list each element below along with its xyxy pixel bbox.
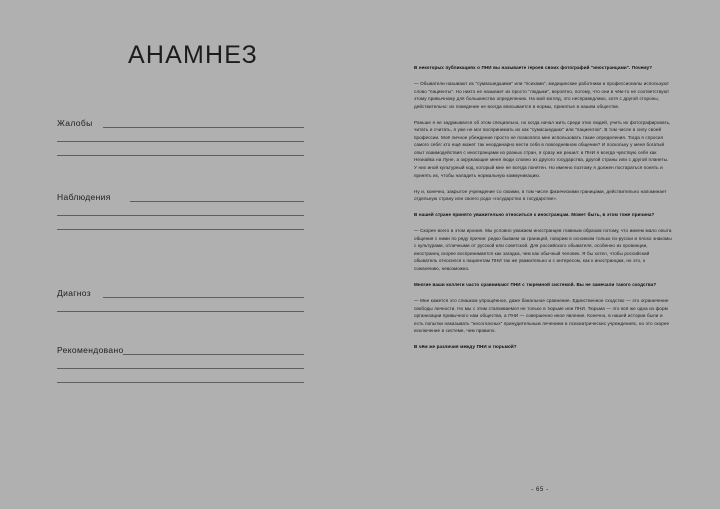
page-title: АНАМНЕЗ: [128, 41, 258, 69]
interview-answer: Раньше я не задумывался об этом специально, но когда начал жить среди этих людей, учить их фотографировать, читать и считать, я уже не мог воспринимать их как "сумасшедших" или "пациентов". В том числе в силу своей профессии. Моё личное убеждение просто не позволяло мне использовать такие определения. Тогда я спросил самого себя: кто ещё может так неординарно вести себя в повседневном общении? И поскольку у меня богатый опыт взаимодействия с иностранцами из разных стран, я сразу же решил: в ПНИ я всегда чувствую себя как Незнайка на Луне, а окружающие меня люди словно из другого государства, другой страны или с другой планеты. У них иной культурный код, который мне не всегда понятен. Но именно поэтому я должен постараться понять и принять их, чтобы наладить нормальную коммуникацию.: [414, 119, 671, 178]
writing-line[interactable]: [57, 215, 304, 216]
interview-text: [414, 64, 672, 359]
writing-line[interactable]: [57, 382, 304, 383]
interview-answer: — Обыватели называют их "сумасшедшими" или "психами", медицинские работники и профессионалы используют слово "пациенты". Но никто не называет их просто "людьми", вероятно, потому, что они в чём-то не соответствуют этому привычному для большинства определению. На мой взгляд, это несправедливо, хотя с другой стороны, действительно: их поведение не всегда вписывается в нормы, принятые в нашем обществе.: [414, 81, 670, 109]
writing-line[interactable]: [130, 201, 304, 202]
writing-line[interactable]: [57, 155, 304, 156]
interview-question: Многие ваши коллеги часто сравнивают ПНИ с тюремной системой. Вы не замечали такого сходства?: [414, 282, 657, 288]
interview-answer: — Мне кажется это слишком упрощённое, даже банальное сравнение. Единственное сходство — это ограничение свободы личности. Но мы с этим сталкиваемся не только в тюрьме или ПНИ. Тюрьма — это всё же одна из форм организации привычного нам общества, а ПНИ — совершенно иное явление. Конечно, в нашей истории были и есть попытки наказывать "несогласных" принудительным лечением в психиатрических учреждениях, но это скорее исключение в системе, чем правило.: [414, 298, 670, 334]
interview-question: В чём же различия между ПНИ и тюрьмой?: [414, 344, 517, 350]
form-label-diagnosis: Диагноз: [57, 288, 92, 298]
form-label-recommendations: Рекомендовано: [57, 345, 124, 355]
writing-line[interactable]: [57, 368, 304, 369]
writing-lines-complaints: [57, 118, 304, 169]
right-page-interview: [360, 0, 720, 509]
interview-question: В некоторых публикациях о ПНИ вы называете героев своих фотографий "иностранцами". Почему?: [414, 65, 653, 70]
form-label-complaints: Жалобы: [57, 118, 93, 128]
form-label-observations: Наблюдения: [57, 192, 111, 202]
writing-lines-recommendations: [57, 345, 304, 396]
writing-lines-observations: [57, 192, 304, 243]
interview-answer: Ну и, конечно, закрытое учреждение со своими, в том числе физическими границами, действительно напоминает отдельную страну или своего рода «государство в государстве».: [414, 188, 667, 202]
page-number: - 65 -: [531, 487, 549, 493]
writing-line[interactable]: [57, 311, 304, 312]
writing-line[interactable]: [103, 127, 304, 128]
writing-line[interactable]: [57, 141, 304, 142]
writing-line[interactable]: [123, 354, 304, 355]
interview-answer: — Скорее всего в этом ирония. Мы условно уважаем иностранцев главным образом потому, что имеем мало опыта общения с ними по ряду причин: редко бываем за границей, говорим в основном только по-русски и плохо знакомы с культурами, отличными от русской или советской. Для российского обывателя, особенно из провинции, иностранец скорее воспринимается как загадка, чем как обычный человек. Я бы хотел, чтобы российский обыватель относился к пациентам ПНИ так же уважительно и с интересом, как к иностранцам, но это, к сожалению, невозможно.: [414, 228, 672, 271]
writing-line[interactable]: [103, 297, 304, 298]
interview-question: В нашей стране принято уважительно относиться к иностранцам. Может быть, в этом тоже причина?: [414, 212, 655, 218]
writing-lines-diagnosis: [57, 288, 304, 325]
writing-line[interactable]: [57, 229, 304, 230]
